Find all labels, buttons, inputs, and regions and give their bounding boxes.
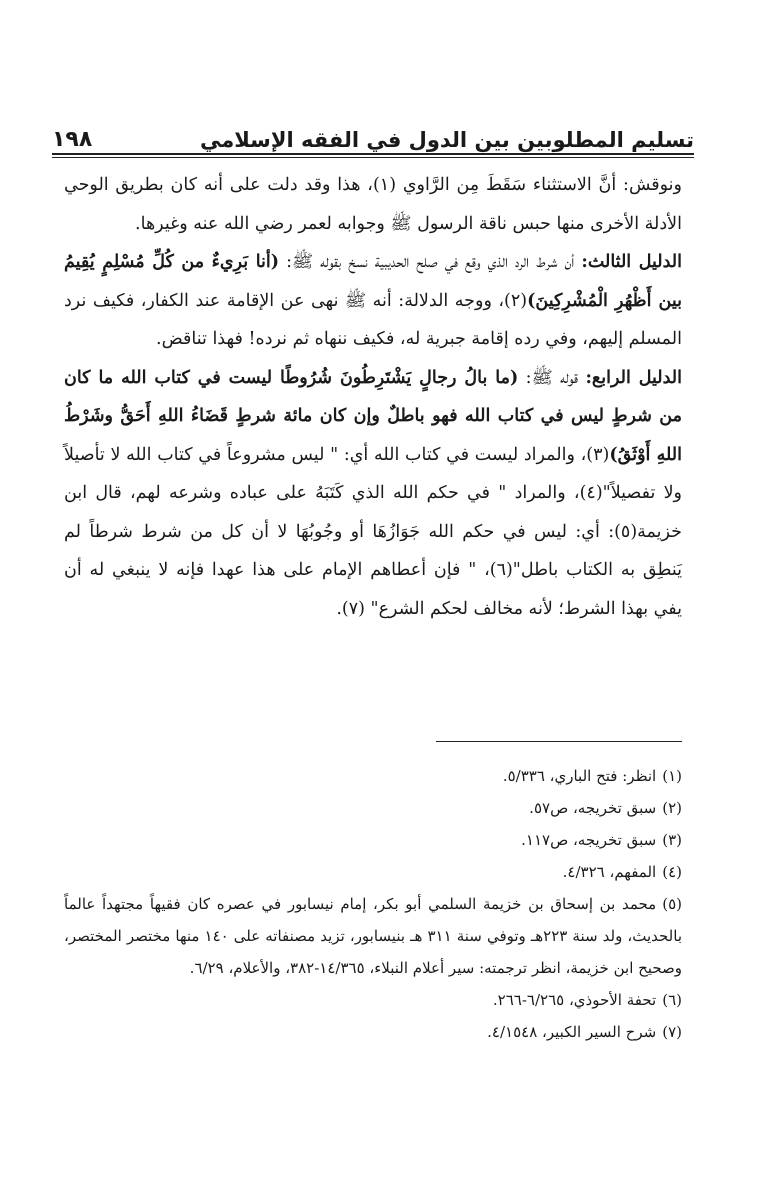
page-number: ١٩٨	[52, 127, 93, 152]
footnotes	[64, 760, 682, 1048]
footnote-number: (٧)	[662, 1023, 682, 1041]
footnote-number: (٥)	[662, 895, 682, 913]
footnote-number: (١)	[662, 767, 682, 785]
footnote-text: شرح السير الكبير، ٤/١٥٤٨.	[487, 1023, 657, 1041]
hadith-quote: (ما بالُ رجالٍ يَشْتَرِطُونَ شُرُوطًا ليست في كتاب الله ما كان من شرطٍ ليس في كتاب الله فهو باطلٌ وإن كان مائة شرطٍ قَضَاءُ اللهِ أَحَقُّ وشَرْطُ اللهِ أَوْثَقُ)	[64, 367, 682, 465]
footnote	[64, 824, 682, 856]
footnote-number: (٤)	[662, 863, 682, 881]
paragraph-text: (٢)، ووجه الدلالة: أنه ﷺ نهى عن الإقامة عند الكفار، فكيف نرد المسلم إليهم، وفي رده إقامة جبرية له، فكيف ننهاه ثم نرده! فهذا تناقض.	[64, 290, 682, 349]
footnote	[64, 760, 682, 792]
footnote	[64, 792, 682, 824]
footnote	[64, 856, 682, 888]
running-title: تسليم المطلوبين بين الدول في الفقه الإسلامي	[199, 128, 694, 152]
footnote	[64, 984, 682, 1016]
paragraph	[64, 359, 682, 629]
header-rule	[52, 153, 694, 155]
footnote-text: انظر: فتح الباري، ٥/٣٣٦.	[502, 767, 657, 785]
paragraph-text: (٣)، والمراد ليست في كتاب الله أي: " ليس مشروعاً في كتاب الله لا تأصيلاً ولا تفصيلاً"(٤)، والمراد " في حكم الله الذي كَتَبَهُ على عباده وشرعه لهم، قال ابن خزيمة(٥): أي: ليس في حكم الله جَوَازُهَا أو وجُوبُهَا لا أن كل من شرط شرطاً لم يَنطِق به الكتاب باطل"(٦)، " فإن أعطاهم الإمام على هذا عهدا فإنه لا ينبغي له أن يفي بهذا الشرط؛ لأنه مخالف لحكم الشرع" (٧).	[64, 444, 683, 619]
footnote-text: محمد بن إسحاق بن خزيمة السلمي أبو بكر، إمام نيسابور في عصره كان فقيهاً مجتهداً عالماً بالحديث، ولد سنة ٢٢٣هـ وتوفي سنة ٣١١ هـ بنيسابور، تزيد مصنفاته على ١٤٠ منها مختصر المختصر، وصحيح ابن خزيمة، انظر ترجمته: سير أعلام النبلاء، ١٤/٣٦٥-٣٨٢، والأعلام، ٦/٢٩.	[64, 895, 682, 977]
footnote-separator	[436, 741, 682, 742]
paragraph-text: أن شرط الرد الذي وقع في صلح الحديبية نسخ بقوله ﷺ:	[279, 252, 582, 272]
evidence-heading: الدليل الثالث:	[581, 252, 682, 272]
evidence-heading: الدليل الرابع:	[585, 367, 682, 388]
footnote-number: (٢)	[662, 799, 682, 817]
main-text	[64, 166, 682, 628]
paragraph: ونوقش: أنَّ الاستثناء سَقَطَ مِن الرَّاوي (١)، هذا وقد دلت على أنه كان بطريق الوحي الأدلة الأخرى منها حبس ناقة الرسول ﷺ وجوابه لعمر رضي الله عنه وغيرها.	[64, 175, 682, 234]
footnote-text: المفهم، ٤/٣٢٦.	[562, 863, 657, 881]
footnote	[64, 888, 682, 984]
header-rule-thin	[52, 157, 694, 158]
page-header	[52, 110, 694, 152]
footnote-number: (٦)	[662, 991, 682, 1009]
footnote	[64, 1016, 682, 1048]
footnote-text: سبق تخريجه، ص٥٧.	[529, 799, 657, 817]
footnote-text: تحفة الأحوذي، ٦/٢٦٥-٢٦٦.	[492, 991, 657, 1009]
footnote-text: سبق تخريجه، ص١١٧.	[521, 831, 657, 849]
hadith-quote: (أنا بَرِيءٌ من كُلِّ مُسْلِمٍ يُقِيمُ بين أَظْهُرِ الْمُشْرِكِينَ)	[64, 252, 682, 311]
paragraph	[64, 243, 682, 359]
paragraph-text: قوله ﷺ:	[518, 367, 586, 388]
footnote-number: (٣)	[662, 831, 682, 849]
